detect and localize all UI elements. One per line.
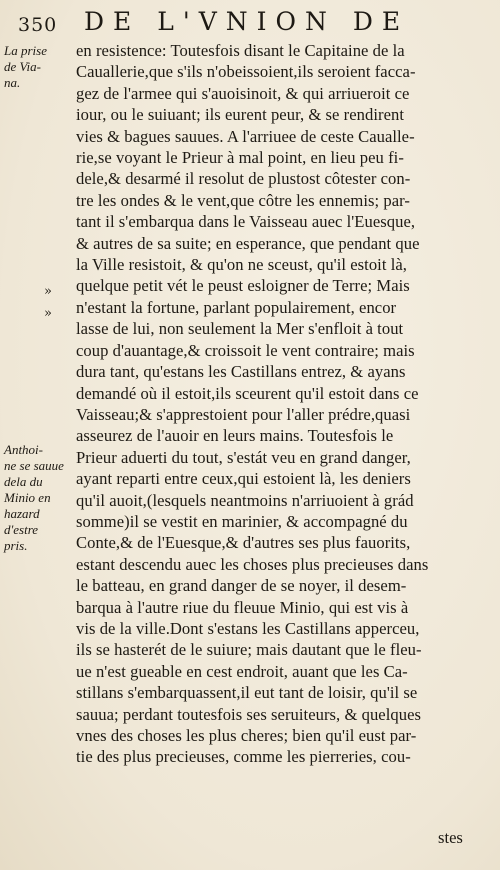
text-line: sauua; perdant toutesfois ses seruiteurs, & quelques [76,704,421,724]
text-line: Vaisseau;& s'apprestoient pour l'aller prédre,quasi [76,404,411,424]
text-line: tant il s'embarqua dans le Vaisseau auec l'Euesque, [76,212,416,232]
text-line: Prieur aduerti du tout, s'estát veu en grand danger, [76,447,411,467]
text-line: stillans s'embarquassent,il eut tant de loisir, qu'il se [76,683,418,703]
text-line: lasse de lui, non seulement la Mer s'enfloit à tout [76,319,404,339]
text-line: Cauallerie,que s'ils n'obeissoient,ils seroient facca- [76,62,416,82]
text-line: n'estant la fortune, parlant populairement, encor [76,297,397,317]
text-line: asseurez de l'auoir en leurs mains. Toutesfois le [76,426,394,446]
quotation-mark: » [44,284,52,299]
text-line: qu'il auoit,(lesquels neantmoins n'arriuoient à grád [76,490,414,510]
running-title: DE L'VNION DE [84,7,410,36]
text-line: le batteau, en grand danger de se noyer, il desem- [76,576,407,596]
body-text [76,40,476,768]
text-line: tie des plus precieuses, comme les pierreries, cou- [76,747,411,767]
text-line: en resistence: Toutesfois disant le Capitaine de la [76,41,405,60]
text-line: ils se hasterét de le suiure; mais dautant que le fleu- [76,640,422,660]
margin-note-anthoine-escape: Anthoi- ne se sauue dela du Minio en hazard d'estre pris. [4,442,64,553]
text-line: rie,se voyant le Prieur à mal point, en lieu peu fi- [76,148,404,168]
page-number: 350 [18,14,58,36]
text-line: la Ville resistoit, & qu'on ne sceust, qu'il estoit là, [76,255,407,275]
text-line: somme)il se vestit en marinier, & accompagné du [76,511,408,531]
text-line: quelque petit vét le peust esloigner de Terre; Mais [76,276,410,296]
text-line: demandé où il estoit,ils sceurent qu'il estoit dans ce [76,383,419,403]
text-line: estant descendu auec les choses plus precieuses dans [76,554,429,574]
text-line: ue n'est gueable en cest endroit, auant que les Ca- [76,661,408,681]
margin-note-capture-of-viana: La prise de Via- na. [4,43,47,90]
text-line: tre les ondes & le vent,que côtre les ennemis; par- [76,190,410,210]
text-line: dele,& desarmé il resolut de plustost côtester con- [76,169,411,189]
text-line: gez de l'armee qui s'auoisinoit, & qui arriueroit ce [76,83,410,103]
text-line: iour, ou le suiuant; ils eurent peur, & se rendirent [76,105,404,125]
quotation-mark: » [44,306,52,321]
text-line: vnes des choses les plus cheres; bien qu'il eust par- [76,726,417,745]
text-line: barqua à l'autre riue du fleuue Minio, qui est vis à [76,597,409,617]
page-header [18,4,484,38]
text-line: & autres de sa suite; en esperance, que pendant que [76,233,420,253]
text-line: vis de la ville.Dont s'estans les Castillans apperceu, [76,618,420,638]
text-line: ayant reparti entre ceux,qui estoient là, les deniers [76,469,411,489]
catchword: stes [438,828,463,847]
text-line: Conte,& de l'Euesque,& d'autres ses plus fauorits, [76,533,411,553]
text-line: vies & bagues sauues. A l'arriuee de ceste Caualle- [76,126,415,146]
text-line: dura tant, qu'estans les Castillans entrez, & ayans [76,362,406,382]
text-line: coup d'auantage,& croissoit le vent contraire; mais [76,340,415,360]
